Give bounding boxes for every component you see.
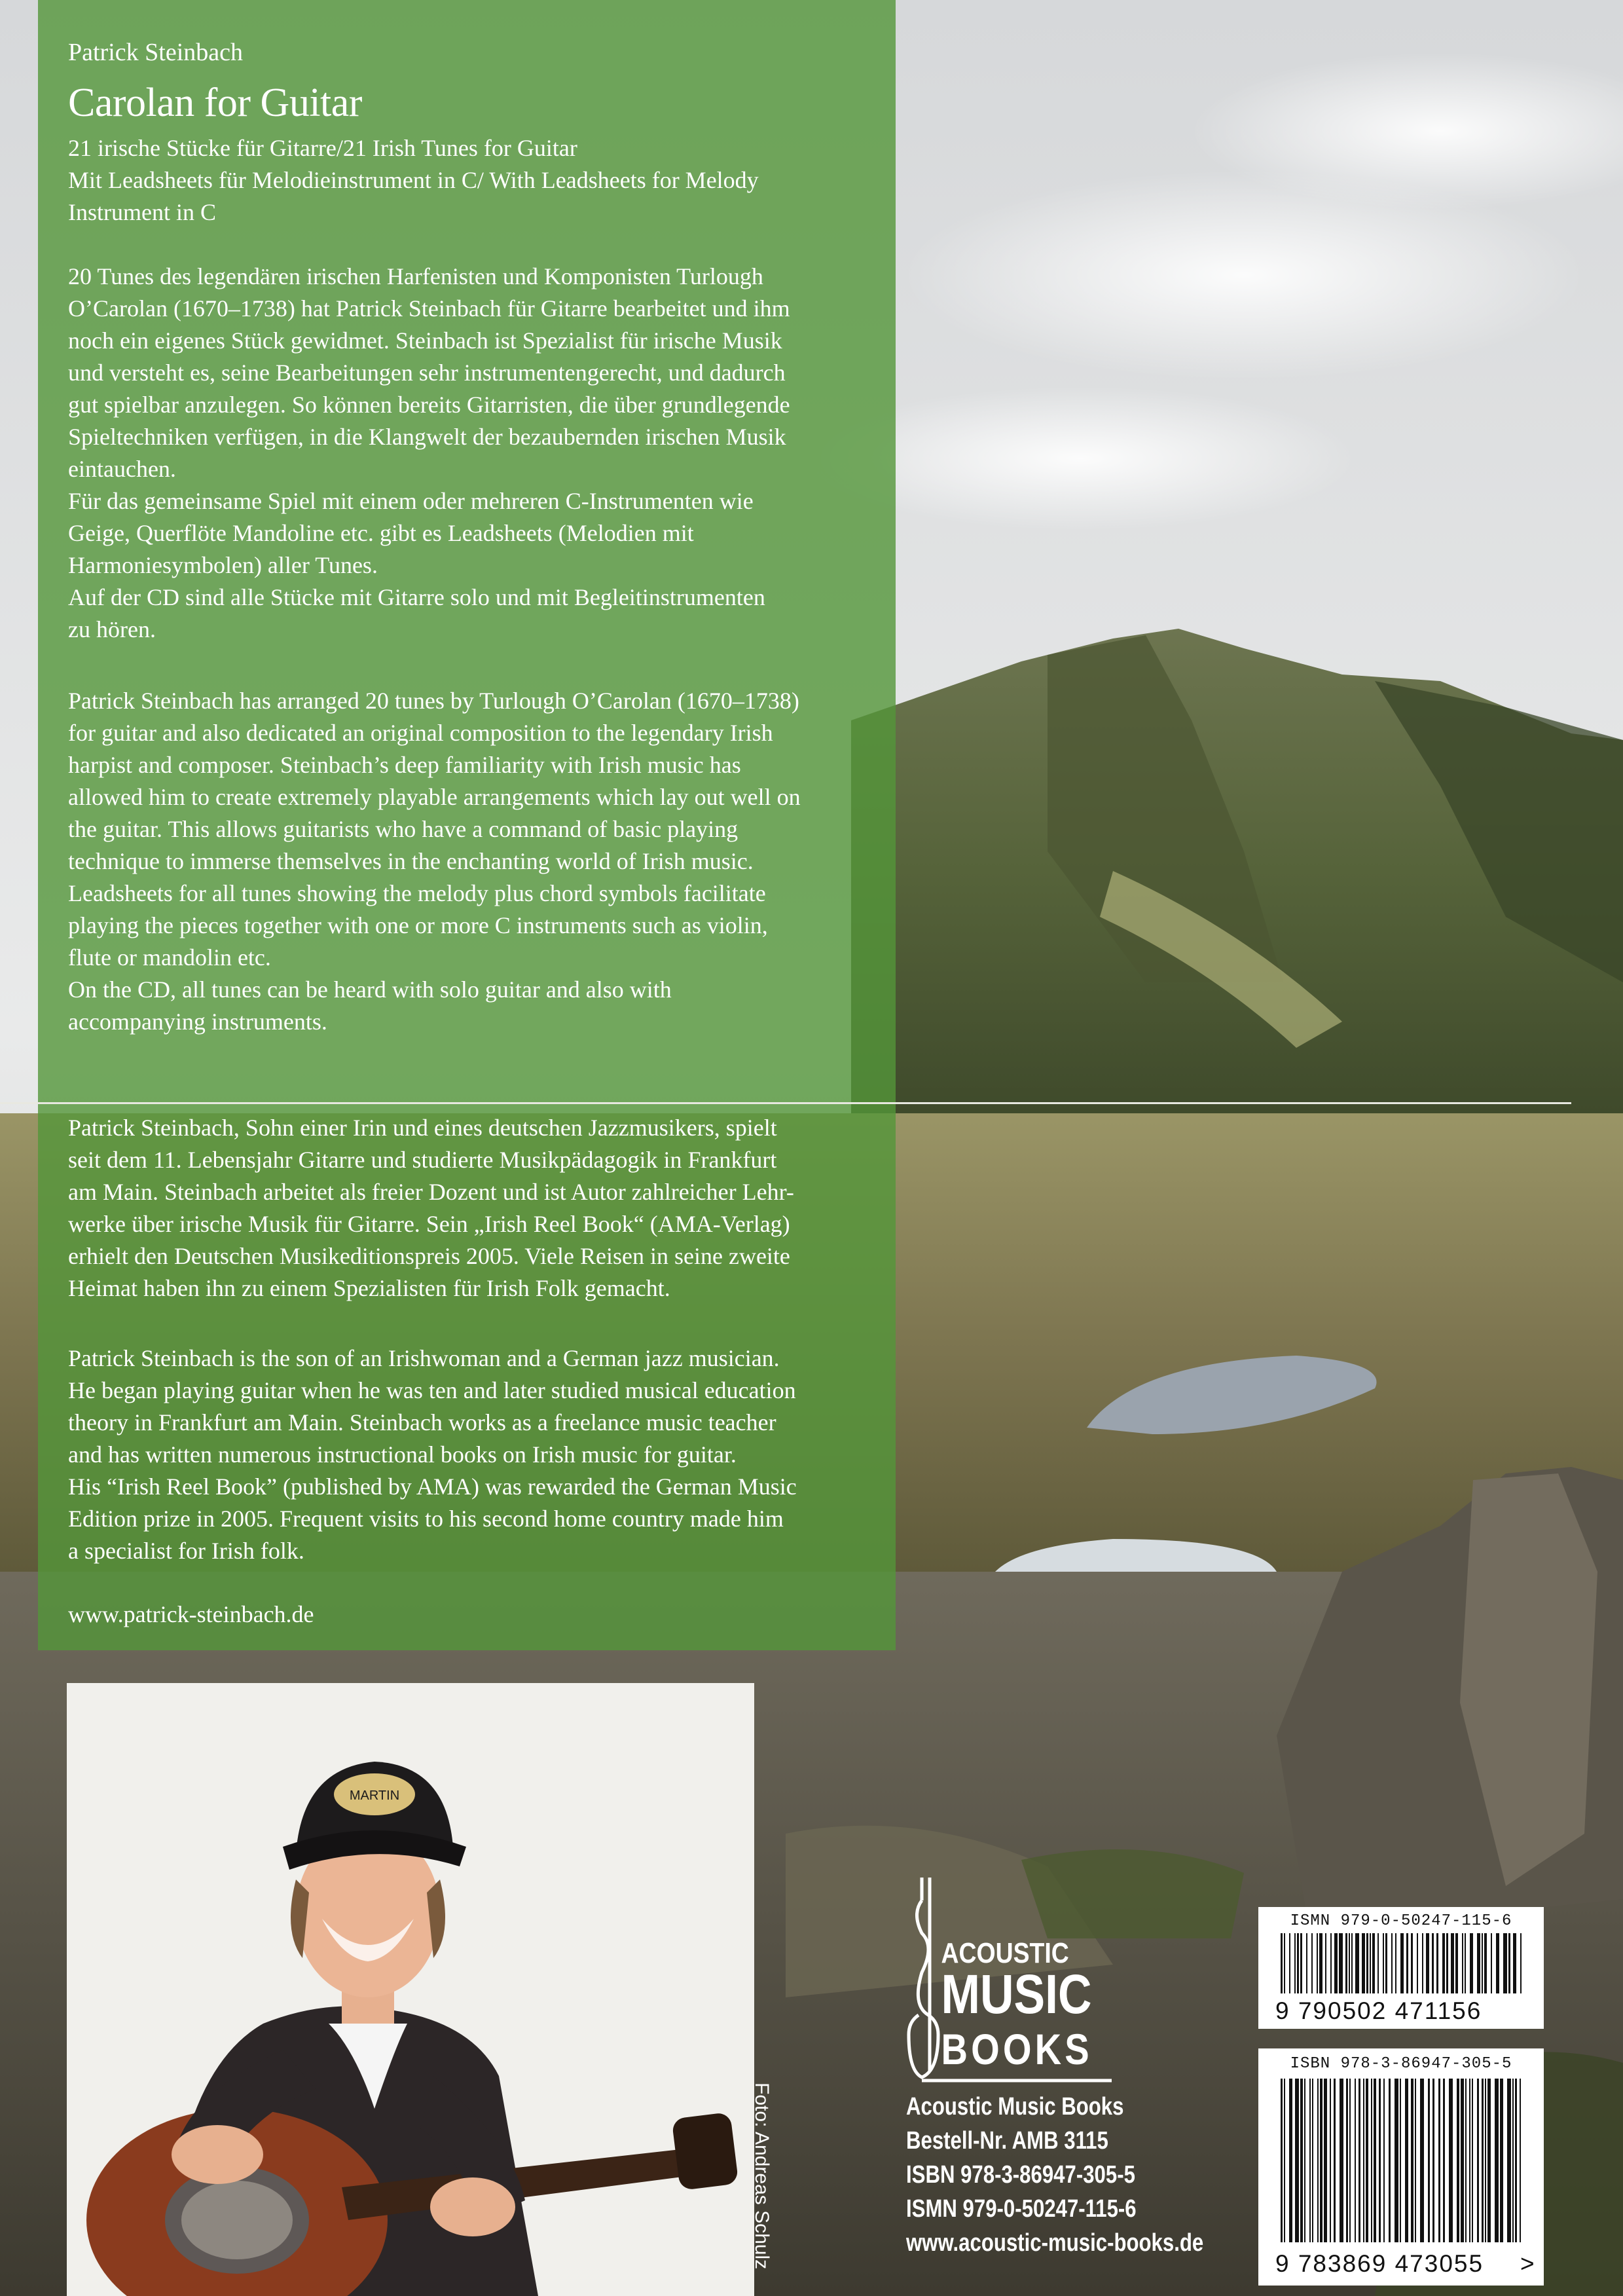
isbn-barcode-digits: 9 783869 473055 — [1275, 2250, 1484, 2277]
isbn-text: ISBN 978-3-86947-305-5 — [906, 2161, 1135, 2189]
barcode-bar — [1319, 1933, 1322, 1993]
publisher-name: Acoustic Music Books — [906, 2093, 1124, 2120]
barcode-bar — [1289, 2079, 1292, 2242]
guitarist-illustration — [67, 1683, 754, 2296]
barcode-bar — [1422, 1933, 1423, 1993]
barcode-bar — [1334, 1933, 1338, 1993]
barcode-bar — [1370, 1933, 1371, 1993]
book-subtitle: 21 irische Stücke für Gitarre/21 Irish Tunes for Guitar Mit Leadsheets für Melodieinstrument in C/ With Leadsheets for Melody Instrument in C — [68, 135, 759, 225]
logo-line-acoustic: ACOUSTIC — [941, 1936, 1069, 1969]
barcode-bar — [1515, 2079, 1517, 2242]
isbn-barcode — [1258, 2048, 1544, 2286]
barcode-bar — [1432, 1933, 1434, 1993]
barcode-bar — [1355, 1933, 1359, 1993]
barcode-bar — [1503, 1933, 1507, 1993]
barcode-bar — [1395, 2079, 1398, 2242]
barcode-bar — [1311, 1933, 1313, 1993]
barcode-bar — [1349, 2079, 1351, 2242]
barcode-bar — [1339, 1933, 1343, 1993]
barcode-bar — [1374, 2079, 1376, 2242]
barcode-bar — [1446, 1933, 1448, 1993]
section-divider — [0, 1102, 1571, 1104]
ismn-text: ISMN 979-0-50247-115-6 — [906, 2195, 1137, 2223]
barcode-bar — [1349, 1933, 1350, 1993]
barcode-bar — [1295, 2079, 1299, 2242]
logo-line-music: MUSIC — [941, 1963, 1092, 2026]
barcode-bar — [1415, 2079, 1416, 2242]
barcode-bar — [1324, 2079, 1327, 2242]
photo-credit: Foto: Andreas Schulz — [751, 2083, 773, 2270]
barcode-bar — [1355, 2079, 1356, 2242]
isbn-bars — [1278, 2079, 1527, 2242]
barcode-bar — [1432, 2079, 1434, 2242]
barcode-bar — [1507, 2079, 1511, 2242]
barcode-bar — [1520, 2079, 1521, 2242]
description-german: 20 Tunes des legendären irischen Harfenisten und Komponisten Turlough O’Carolan (1670–1738) hat Patrick Steinbach für Gitarre bearbeitet und ihm noch ein eigenes Stück gewidmet. Steinbach ist Spezialist für irische Musik und versteht es, seine Bearbeitungen sehr instrumentengerecht, und dadurch gut spielbar anzulegen. So können bereits Gitarristen, die über grundlegende Spieltechniken verfügen, in die Klangwelt der bezaubernden irischen Musik eintauchen. Für das gemeinsame Spiel mit einem oder mehreren C-Instrumenten wie Geige, Querflöte Mandoline etc. gibt es Leadsheets (Melodien mit Harmoniesymbolen) aller Tunes. Auf der CD sind alle Stücke mit Gitarre solo und mit Begleitinstrumenten zu hören. — [68, 263, 790, 642]
barcode-bar — [1385, 1933, 1387, 1993]
barcode-bar — [1289, 1933, 1290, 1993]
barcode-bar — [1461, 2079, 1464, 2242]
barcode-bar — [1346, 2079, 1348, 2242]
barcode-bar — [1281, 1933, 1283, 1993]
barcode-bar — [1284, 2079, 1285, 2242]
barcode-bar — [1294, 1933, 1296, 1993]
barcode-bar — [1281, 2079, 1283, 2242]
ismn-barcode — [1258, 1907, 1544, 2029]
logo-line-books: BOOKS — [941, 2025, 1093, 2074]
ismn-barcode-title: ISMN 979-0-50247-115-6 — [1290, 1912, 1512, 1930]
barcode-bar — [1351, 1933, 1353, 1993]
barcode-bar — [1317, 2079, 1319, 2242]
author-website-link[interactable]: www.patrick-steinbach.de — [68, 1601, 314, 1627]
barcode-bar — [1304, 2079, 1305, 2242]
barcode-bar — [1400, 1933, 1404, 1993]
barcode-bar — [1443, 2079, 1445, 2242]
barcode-bar — [1411, 1933, 1413, 1993]
barcode-bar — [1455, 1933, 1458, 1993]
barcode-bar — [1297, 1933, 1299, 1993]
barcode-bar — [1512, 2079, 1514, 2242]
barcode-bar — [1389, 2079, 1391, 2242]
barcode-bar — [1340, 2079, 1343, 2242]
barcode-bar — [1325, 1933, 1326, 1993]
barcode-bar — [1317, 1933, 1318, 1993]
barcode-bar — [1436, 1933, 1438, 1993]
barcode-bar — [1371, 2079, 1372, 2242]
cap-logo-text: MARTIN — [349, 1788, 400, 1803]
isbn-barcode-title: ISBN 978-3-86947-305-5 — [1290, 2055, 1512, 2073]
barcode-bar — [1457, 2079, 1459, 2242]
barcode-bar — [1379, 2079, 1381, 2242]
publisher-website-link[interactable]: www.acoustic-music-books.de — [906, 2229, 1204, 2257]
ismn-barcode-digits: 9 790502 471156 — [1275, 1997, 1482, 2024]
barcode-bar — [1487, 2079, 1491, 2242]
barcode-bar — [1383, 2079, 1385, 2242]
barcode-bar — [1477, 2079, 1479, 2242]
barcode-bar — [1469, 2079, 1470, 2242]
barcode-bar — [1420, 2079, 1424, 2242]
barcode-bar — [1400, 2079, 1401, 2242]
barcode-bar — [1449, 2079, 1453, 2242]
barcode-bar — [1284, 1933, 1285, 1993]
author-name: Patrick Steinbach — [68, 39, 243, 66]
barcode-bar — [1391, 1933, 1393, 1993]
barcode-bar — [1320, 2079, 1322, 2242]
barcode-bar — [1362, 1933, 1365, 1993]
barcode-bar — [1465, 1933, 1466, 1993]
barcode-bar — [1377, 1933, 1379, 1993]
barcode-bar — [1363, 2079, 1364, 2242]
barcode-bar — [1500, 2079, 1503, 2242]
isbn-arrow: > — [1520, 2250, 1536, 2277]
barcode-bar — [1366, 2079, 1368, 2242]
order-number: Bestell-Nr. AMB 3115 — [906, 2127, 1108, 2155]
barcode-bar — [1334, 2079, 1336, 2242]
barcode-bar — [1508, 1933, 1510, 1993]
barcode-bar — [1330, 1933, 1332, 1993]
barcode-bar — [1520, 1933, 1522, 1993]
barcode-bar — [1306, 1933, 1307, 1993]
barcode-bar — [1330, 2079, 1331, 2242]
book-title: Carolan for Guitar — [68, 81, 362, 125]
barcode-bar — [1372, 1933, 1375, 1993]
barcode-bar — [1406, 1933, 1408, 1993]
barcode-bar — [1300, 1933, 1302, 1993]
barcode-bar — [1470, 1933, 1473, 1993]
barcode-bar — [1383, 1933, 1384, 1993]
barcode-bar — [1417, 1933, 1418, 1993]
barcode-bar — [1465, 2079, 1467, 2242]
barcode-bar — [1309, 2079, 1311, 2242]
barcode-bar — [1482, 1933, 1483, 1993]
barcode-bar — [1462, 1933, 1463, 1993]
barcode-bar — [1496, 1933, 1499, 1993]
biography-english: Patrick Steinbach is the son of an Irishwoman and a German jazz musician. He began playing guitar when he was ten and later studied musical education theory in Frankfurt am Main. Steinbach works as a freelance music teacher and has written numerous instructional books on Irish music for guitar. His “Irish Reel Book” (published by AMA) was rewarded the German Music Edition prize in 2005. Frequent visits to his second home country made him a specialist for Irish folk. — [68, 1345, 797, 1564]
author-photo — [67, 1683, 754, 2296]
barcode-bar — [1513, 1933, 1516, 1993]
barcode-bar — [1491, 1933, 1492, 1993]
barcode-bar — [1495, 2079, 1499, 2242]
barcode-bar — [1442, 1933, 1445, 1993]
description-english: Patrick Steinbach has arranged 20 tunes by Turlough O’Carolan (1670–1738) for guitar and also dedicated an original composition to the legendary Irish harpist and composer. Steinbach’s deep familiarity with Irish music has allowed him to create extremely playable arrangements which lay out well on the guitar. This allows guitarists who have a command of basic playing technique to immerse themselves in the enchanting world of Irish music. Leadsheets for all tunes showing the melody plus chord symbols facilitate playing the pieces together with one or more C instruments such as violin, flute or mandolin etc. On the CD, all tunes can be heard with solo guitar and also with accompanying instruments. — [68, 688, 801, 1035]
barcode-bar — [1451, 1933, 1454, 1993]
barcode-bar — [1411, 2079, 1413, 2242]
barcode-bar — [1405, 2079, 1408, 2242]
barcode-bar — [1477, 1933, 1480, 1993]
biography-german: Patrick Steinbach, Sohn einer Irin und eines deutschen Jazzmusikers, spielt seit dem 11. Lebensjahr Gitarre und studierte Musikpädagogik in Frankfurt am Main. Steinbach arbeitet als freier Dozent und ist Autor zahlreicher Lehr- werke über irische Musik für Gitarre. Sein „Irish Reel Book“ (AMA-Verlag) erhielt den Deutschen Musikeditionspreis 2005. Viele Reisen in seine zweite Heimat haben ihn zu einem Spezialisten für Irish Folk gemacht. — [68, 1115, 794, 1301]
barcode-bar — [1485, 2079, 1486, 2242]
acoustic-music-books-logo — [902, 1874, 1118, 2084]
barcode-bar — [1312, 2079, 1313, 2242]
barcode-bar — [1428, 2079, 1430, 2242]
barcode-bar — [1359, 2079, 1360, 2242]
barcode-bar — [1438, 2079, 1440, 2242]
barcode-bar — [1426, 1933, 1429, 1993]
barcode-bar — [1366, 1933, 1368, 1993]
barcode-bar — [1300, 2079, 1303, 2242]
barcode-bar — [1482, 2079, 1484, 2242]
ismn-bars — [1278, 1933, 1527, 1999]
barcode-bar — [1345, 1933, 1347, 1993]
barcode-bar — [1484, 1933, 1487, 1993]
barcode-bar — [1395, 1933, 1396, 1993]
barcode-bar — [1472, 2079, 1473, 2242]
